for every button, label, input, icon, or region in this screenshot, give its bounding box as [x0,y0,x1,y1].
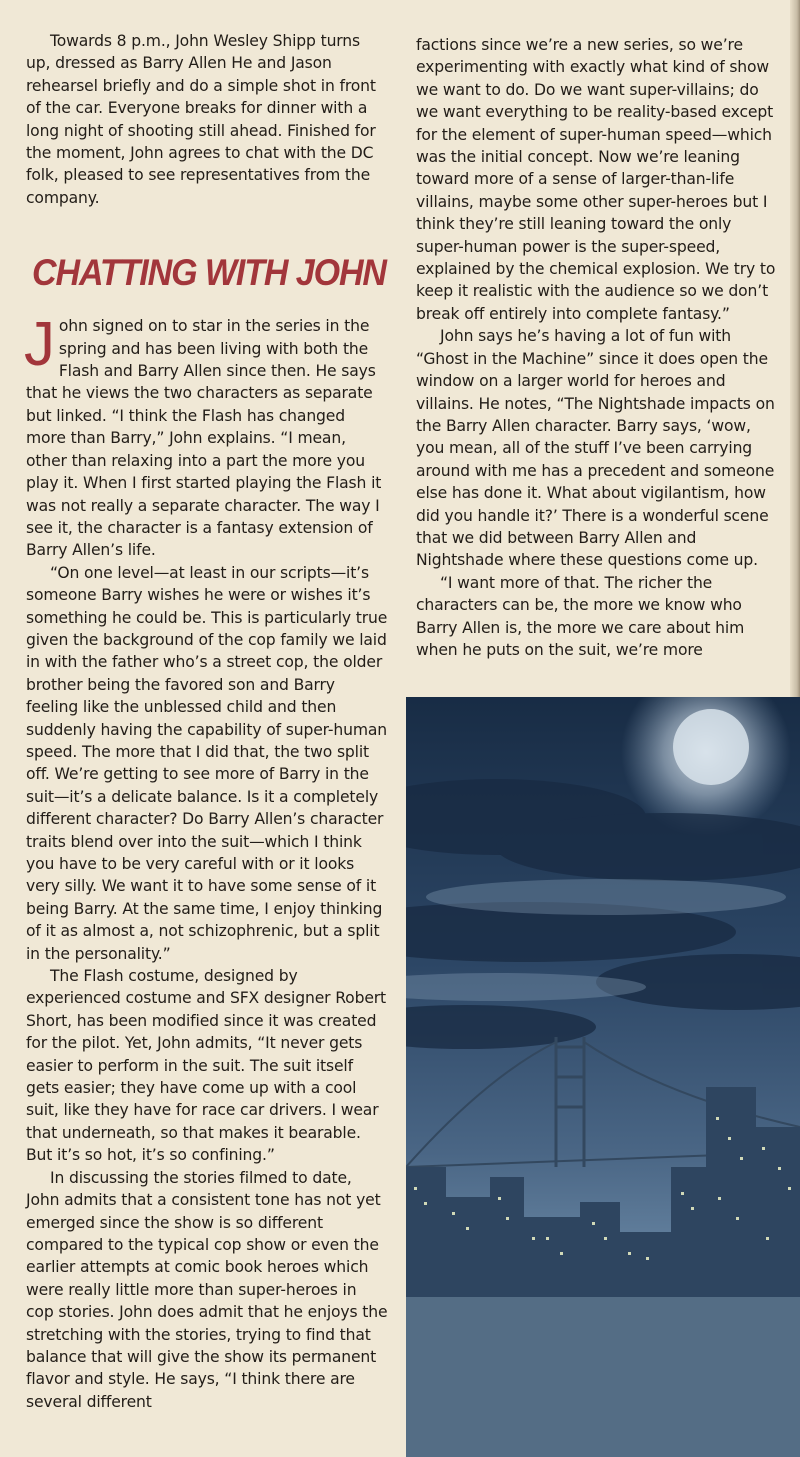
right-column [416,34,778,661]
section-heading: CHATTING WITH JOHN [32,252,386,294]
body-paragraph: John says he’s having a lot of fun with “Ghost in the Machine” since it does open the window on a larger world for heroes and villains. He notes, “The Nightshade impacts on the Barry Allen character. Barry says, ‘wow, you mean, all of the stuff I’ve been carrying around with me has a precedent and someone else has done it. What about vigilantism, how did you handle it?’ There is a wonderful scene that we did between Barry Allen and Nightshade where these questions come up. [416,327,775,570]
city-skyline-photo [406,697,800,1457]
left-column [26,30,388,1413]
dropcap-paragraph [24,310,388,561]
continued-paragraph: factions since we’re a new series, so we’re experimenting with exactly what kind of show we want to do. Do we want super-villains; do we want everything to be reality-based except for the element of super-human speed—which was the initial concept. Now we’re leaning toward more of a sense of larger-than-life villains, maybe some other super-heroes but I think they’re still leaning toward the only super-human power is the super-speed, explained by the chemical explosion. We try to keep it realistic with the audience so we don’t break off entirely into complete fantasy.” [416,36,776,323]
skyline-illustration [406,697,800,1457]
drop-cap: J [24,310,55,380]
body-paragraph: The Flash costume, designed by experienced costume and SFX designer Robert Short, has been modified since it was created for the pilot. Yet, John admits, “It never gets easier to perform in the suit. The suit itself gets easier; they have come up with a cool suit, like they have for race car drivers. I wear that underneath, so that makes it bearable. But it’s so hot, it’s so confining.” [26,967,386,1165]
body-paragraph: In discussing the stories filmed to date, John admits that a consistent tone has not yet emerged since the show is so different compared to the typical cop show or even the earlier attempts at comic book heroes which were really little more than super-heroes in cop stories. John does admit that he enjoys the stretching with the stories, trying to find that balance that will give the show its permanent flavor and style. He says, “I think there are several different [26,1168,388,1411]
paragraph-text: ohn signed on to star in the series in the spring and has been living with both the Flash and Barry Allen since then. He says that he views the two characters as separate but linked. “I think the Flash has changed more than Barry,” John explains. “I mean, other than relaxing into a part the more you play it. When I first started playing the Flash it was not really a separate character. The way I see it, the character is a fantasy extension of Barry Allen’s life. [26,317,382,560]
page-edge [790,0,800,697]
moon [673,709,749,785]
body-paragraph: “On one level—at least in our scripts—it’s someone Barry wishes he were or wishes it’s something he could be. This is particularly true given the background of the cop family we laid in with the father who’s a street cop, the older brother being the favored son and Barry feeling like the unblessed child and then suddenly having the capability of super-human speed. The more that I did that, the two split off. We’re getting to see more of Barry in the suit—it’s a delicate balance. Is it a completely different character? Do Barry Allen’s character traits blend over into the suit—which I think you have to be very careful with or it looks very silly. We want it to have some sense of it being Barry. At the same time, I enjoy thinking of it as almost a, not schizophrenic, but a split in the personality.” [26,563,388,963]
body-paragraph: “I want more of that. The richer the characters can be, the more we know who Barry Allen is, the more we care about him when he puts on the suit, we’re more [416,573,745,659]
intro-paragraph: Towards 8 p.m., John Wesley Shipp turns up, dressed as Barry Allen He and Jason rehearsel briefly and do a simple shot in front of the car. Everyone breaks for dinner with a long night of shooting still ahead. Finished for the moment, John agrees to chat with the DC folk, pleased to see representatives from the company. [26,32,376,207]
